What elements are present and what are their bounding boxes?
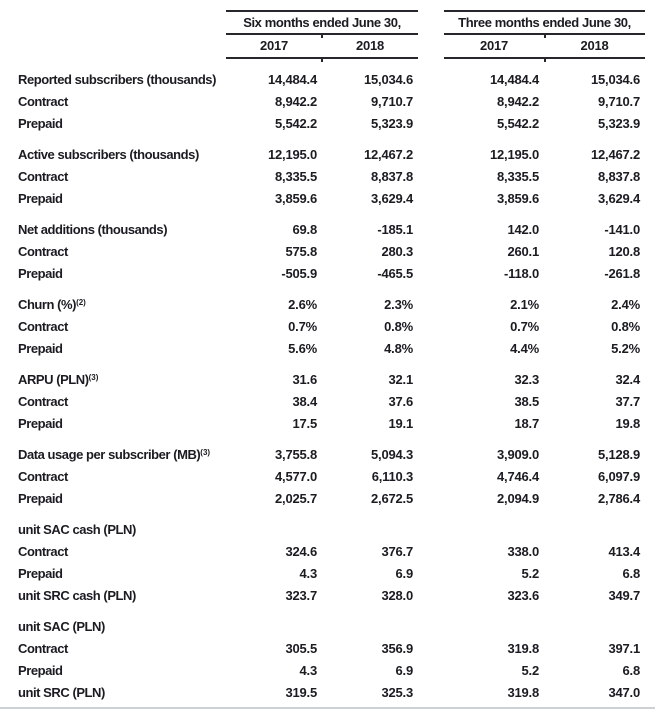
table-section <box>18 443 655 509</box>
value-cell: 260.1 <box>507 243 539 259</box>
value-cell: 142.0 <box>507 221 539 237</box>
value-cell: 5.2 <box>521 565 539 581</box>
value-cell: 38.4 <box>292 393 317 409</box>
value-cell: 5,323.9 <box>598 115 640 131</box>
table-row <box>18 143 655 165</box>
table-row <box>18 218 655 240</box>
value-cell: 19.1 <box>388 415 413 431</box>
value-cell: 6.9 <box>395 662 413 678</box>
value-cell: 2.3% <box>384 296 413 312</box>
value-cell: 31.6 <box>292 371 317 387</box>
table-row <box>18 681 655 703</box>
footnote-marker: (3) <box>88 372 99 382</box>
value-cell: 4.8% <box>384 340 413 356</box>
value-cell: 32.1 <box>388 371 413 387</box>
value-cell: 2.6% <box>288 296 317 312</box>
value-cell: -505.9 <box>281 265 317 281</box>
row-label: Prepaid <box>18 565 63 581</box>
row-label: Contract <box>18 318 68 334</box>
value-cell: 4.3 <box>299 565 317 581</box>
value-cell: 323.6 <box>507 587 539 603</box>
value-cell: 17.5 <box>292 415 317 431</box>
value-cell: 356.9 <box>381 640 413 656</box>
label-column-spacer <box>18 35 226 59</box>
year-headers-three-months <box>444 35 645 59</box>
value-cell: 0.7% <box>510 318 539 334</box>
table-row <box>18 615 655 637</box>
row-label: Net additions (thousands) <box>18 221 168 237</box>
table-row <box>18 390 655 412</box>
value-cell: 319.8 <box>507 640 539 656</box>
value-cell: 397.1 <box>608 640 640 656</box>
column-group-gap <box>418 35 444 59</box>
value-cell: 8,335.5 <box>497 168 539 184</box>
row-label: Reported subscribers (thousands) <box>18 71 216 87</box>
value-cell: -118.0 <box>504 265 539 281</box>
row-label: Prepaid <box>18 415 63 431</box>
table-row <box>18 262 655 284</box>
table-row <box>18 412 655 434</box>
footnote-marker: (2) <box>76 297 86 307</box>
row-label: Contract <box>18 168 68 184</box>
value-cell: 338.0 <box>507 543 539 559</box>
table-header-period-row <box>18 10 655 35</box>
value-cell: 319.8 <box>507 684 539 700</box>
value-cell: 6,110.3 <box>371 468 413 484</box>
table-row <box>18 293 655 315</box>
value-cell: 0.7% <box>288 318 317 334</box>
table-row <box>18 659 655 681</box>
value-cell: 14,484.4 <box>267 71 317 87</box>
value-cell: 319.5 <box>285 684 317 700</box>
column-group-title-three-months: Three months ended June 30, <box>444 10 645 35</box>
year-header-2017: 2017 <box>259 38 289 53</box>
table-row <box>18 165 655 187</box>
row-label: Active subscribers (thousands) <box>18 146 199 162</box>
value-cell: 413.4 <box>608 543 640 559</box>
value-cell: 15,034.6 <box>590 71 640 87</box>
table-section <box>18 518 655 606</box>
table-row <box>18 443 655 465</box>
value-cell: 8,942.2 <box>275 93 317 109</box>
value-cell: 4,746.4 <box>497 468 539 484</box>
value-cell: 2,025.7 <box>275 490 317 506</box>
value-cell: 376.7 <box>381 543 413 559</box>
value-cell: 324.6 <box>285 543 317 559</box>
value-cell: 4.4% <box>510 340 539 356</box>
row-label: unit SAC (PLN) <box>18 618 105 634</box>
value-cell: 3,859.6 <box>275 190 317 206</box>
value-cell: 6.9 <box>395 565 413 581</box>
value-cell: 5,542.2 <box>275 115 317 131</box>
value-cell: 3,629.4 <box>598 190 640 206</box>
value-cell: 6,097.9 <box>598 468 640 484</box>
value-cell: 328.0 <box>381 587 413 603</box>
value-cell: 323.7 <box>285 587 317 603</box>
table-row <box>18 584 655 606</box>
value-cell: -465.5 <box>377 265 413 281</box>
label-column-spacer <box>18 10 226 35</box>
value-cell: 8,335.5 <box>275 168 317 184</box>
value-cell: 5.2 <box>521 662 539 678</box>
table-section <box>18 615 655 703</box>
value-cell: 38.5 <box>514 393 539 409</box>
table-row <box>18 637 655 659</box>
value-cell: 9,710.7 <box>371 93 413 109</box>
row-label: Contract <box>18 93 68 109</box>
value-cell: 69.8 <box>292 221 317 237</box>
table-row <box>18 487 655 509</box>
row-label: Data usage per subscriber (MB)$^{(3)}$ <box>18 446 211 462</box>
year-header-2017: 2017 <box>479 38 509 53</box>
value-cell: 4.3 <box>299 662 317 678</box>
value-cell: 120.8 <box>608 243 640 259</box>
row-label: Prepaid <box>18 662 63 678</box>
value-cell: 325.3 <box>381 684 413 700</box>
table-section <box>18 293 655 359</box>
row-label: unit SRC cash (PLN) <box>18 587 136 603</box>
value-cell: 15,034.6 <box>363 71 413 87</box>
value-cell: 3,909.0 <box>497 446 539 462</box>
table-row <box>18 562 655 584</box>
row-label: unit SAC cash (PLN) <box>18 521 136 537</box>
value-cell: 0.8% <box>384 318 413 334</box>
value-cell: 2.1% <box>510 296 539 312</box>
row-label: Contract <box>18 468 68 484</box>
value-cell: 32.3 <box>514 371 539 387</box>
table-row <box>18 337 655 359</box>
value-cell: 2,094.9 <box>497 490 539 506</box>
row-label: Prepaid <box>18 190 63 206</box>
table-row <box>18 240 655 262</box>
row-label: Prepaid <box>18 340 63 356</box>
row-label: Prepaid <box>18 490 63 506</box>
table-section <box>18 218 655 284</box>
table-row <box>18 368 655 390</box>
footnote-marker: (3) <box>200 447 211 457</box>
value-cell: -261.8 <box>604 265 640 281</box>
table-row <box>18 465 655 487</box>
table-row <box>18 518 655 540</box>
value-cell: 2,786.4 <box>598 490 640 506</box>
value-cell: 6.8 <box>622 662 640 678</box>
table-section <box>18 68 655 134</box>
value-cell: 37.6 <box>388 393 413 409</box>
row-label: ARPU (PLN)$^{(3)}$ <box>18 371 99 387</box>
value-cell: 3,859.6 <box>497 190 539 206</box>
row-label: Prepaid <box>18 265 63 281</box>
value-cell: -185.1 <box>377 221 413 237</box>
table-row <box>18 112 655 134</box>
value-cell: 9,710.7 <box>598 93 640 109</box>
table-row <box>18 540 655 562</box>
value-cell: 12,467.2 <box>590 146 640 162</box>
value-cell: 32.4 <box>615 371 640 387</box>
column-group-title-six-months: Six months ended June 30, <box>226 10 418 35</box>
value-cell: 5,094.3 <box>371 446 413 462</box>
value-cell: 575.8 <box>285 243 317 259</box>
value-cell: 347.0 <box>608 684 640 700</box>
table-header-year-row <box>18 35 655 59</box>
value-cell: 14,484.4 <box>489 71 539 87</box>
year-header-2018: 2018 <box>580 38 609 53</box>
table-row <box>18 187 655 209</box>
value-cell: 5,128.9 <box>598 446 640 462</box>
value-cell: 19.8 <box>615 415 640 431</box>
year-header-2018: 2018 <box>355 38 385 53</box>
value-cell: 8,837.8 <box>371 168 413 184</box>
table-section <box>18 143 655 209</box>
value-cell: 8,837.8 <box>598 168 640 184</box>
table-row <box>18 68 655 90</box>
value-cell: 12,467.2 <box>363 146 413 162</box>
table-row <box>18 90 655 112</box>
column-group-gap <box>418 10 444 35</box>
value-cell: 5.6% <box>288 340 317 356</box>
row-label: Prepaid <box>18 115 63 131</box>
row-label: Contract <box>18 543 68 559</box>
value-cell: -141.0 <box>604 221 640 237</box>
row-label: unit SRC (PLN) <box>18 684 105 700</box>
value-cell: 3,755.8 <box>275 446 317 462</box>
year-headers-six-months <box>226 35 418 59</box>
value-cell: 3,629.4 <box>371 190 413 206</box>
value-cell: 18.7 <box>514 415 539 431</box>
value-cell: 37.7 <box>615 393 640 409</box>
value-cell: 8,942.2 <box>497 93 539 109</box>
row-label: Contract <box>18 640 68 656</box>
value-cell: 5,323.9 <box>371 115 413 131</box>
row-label: Contract <box>18 393 68 409</box>
value-cell: 4,577.0 <box>275 468 317 484</box>
value-cell: 305.5 <box>285 640 317 656</box>
table-section <box>18 368 655 434</box>
row-label: Contract <box>18 243 68 259</box>
value-cell: 5.2% <box>611 340 640 356</box>
value-cell: 12,195.0 <box>267 146 317 162</box>
value-cell: 5,542.2 <box>497 115 539 131</box>
bottom-divider <box>0 707 655 709</box>
value-cell: 349.7 <box>608 587 640 603</box>
value-cell: 280.3 <box>381 243 413 259</box>
value-cell: 6.8 <box>622 565 640 581</box>
table-body <box>18 68 655 703</box>
value-cell: 12,195.0 <box>489 146 539 162</box>
value-cell: 2.4% <box>611 296 640 312</box>
table-row <box>18 315 655 337</box>
value-cell: 2,672.5 <box>371 490 413 506</box>
row-label: Churn (%)$^{(2)}$ <box>18 296 86 312</box>
value-cell: 0.8% <box>611 318 640 334</box>
